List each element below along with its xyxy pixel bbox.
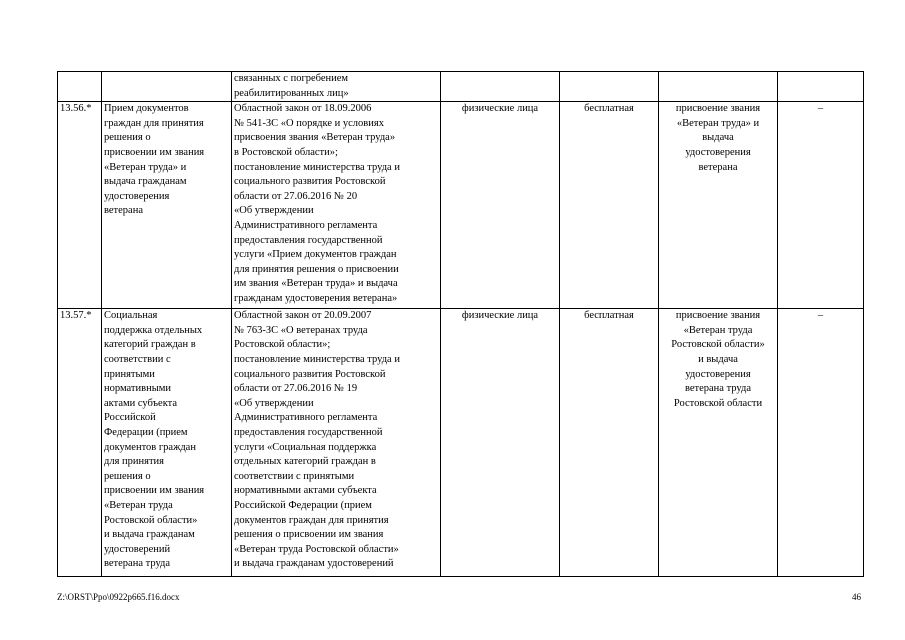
service-name-cell bbox=[102, 72, 232, 102]
row-number-cell: 13.56.* bbox=[58, 102, 102, 309]
table-row bbox=[58, 102, 864, 309]
payment-cell: бесплатная bbox=[560, 102, 659, 309]
footer-page-number: 46 bbox=[852, 592, 861, 602]
row-number-cell: 13.57.* bbox=[58, 309, 102, 577]
table-row bbox=[58, 72, 864, 102]
extra-cell: – bbox=[778, 309, 864, 577]
result-cell: присвоение звания «Ветеран труда» и выдача удостоверения ветерана bbox=[659, 102, 778, 309]
row-number-cell bbox=[58, 72, 102, 102]
legal-basis-cell: Областной закон от 18.09.2006 № 541-ЗС «О порядке и условиях присвоения звания «Ветеран труда» в Ростовской области»; постановление министерства труда и социального развития Ростовской области от 27.06.2016 № 20 «Об утверждении Административного регламента предоставления государственной услуги «Прием документов граждан для принятия решения о присвоении им звания «Ветеран труда» и выдача гражданам удостоверения ветерана» bbox=[232, 102, 441, 309]
footer-file-path: Z:\ORST\Ppo\0922p665.f16.docx bbox=[57, 592, 180, 602]
payment-cell bbox=[560, 72, 659, 102]
services-table bbox=[57, 71, 864, 577]
payment-cell: бесплатная bbox=[560, 309, 659, 577]
extra-cell bbox=[778, 72, 864, 102]
legal-basis-cell: связанных с погребением реабилитированных лиц» bbox=[232, 72, 441, 102]
service-name-cell: Социальная поддержка отдельных категорий граждан в соответствии с принятыми нормативными актами субъекта Российской Федерации (прием документов граждан для принятия решения о присвоении им звания «Ветеран труда Ростовской области» и выдача гражданам удостоверений ветерана труда bbox=[102, 309, 232, 577]
legal-basis-cell: Областной закон от 20.09.2007 № 763-ЗС «О ветеранах труда Ростовской области»; постановление министерства труда и социального развития Ростовской области от 27.06.2016 № 19 «Об утверждении Административного регламента предоставления государственной услуги «Социальная поддержка отдельных категорий граждан в соответствии с принятыми нормативными актами субъекта Российской Федерации (прием документов граждан для принятия решения о присвоении им звания «Ветеран труда Ростовской области» и выдача гражданам удостоверений bbox=[232, 309, 441, 577]
recipients-cell: физические лица bbox=[441, 309, 560, 577]
result-cell: присвоение звания «Ветеран труда Ростовской области» и выдача удостоверения ветерана труда Ростовской области bbox=[659, 309, 778, 577]
extra-cell: – bbox=[778, 102, 864, 309]
table-row bbox=[58, 309, 864, 577]
result-cell bbox=[659, 72, 778, 102]
recipients-cell: физические лица bbox=[441, 102, 560, 309]
service-name-cell: Прием документов граждан для принятия решения о присвоении им звания «Ветеран труда» и выдача гражданам удостоверения ветерана bbox=[102, 102, 232, 309]
recipients-cell bbox=[441, 72, 560, 102]
